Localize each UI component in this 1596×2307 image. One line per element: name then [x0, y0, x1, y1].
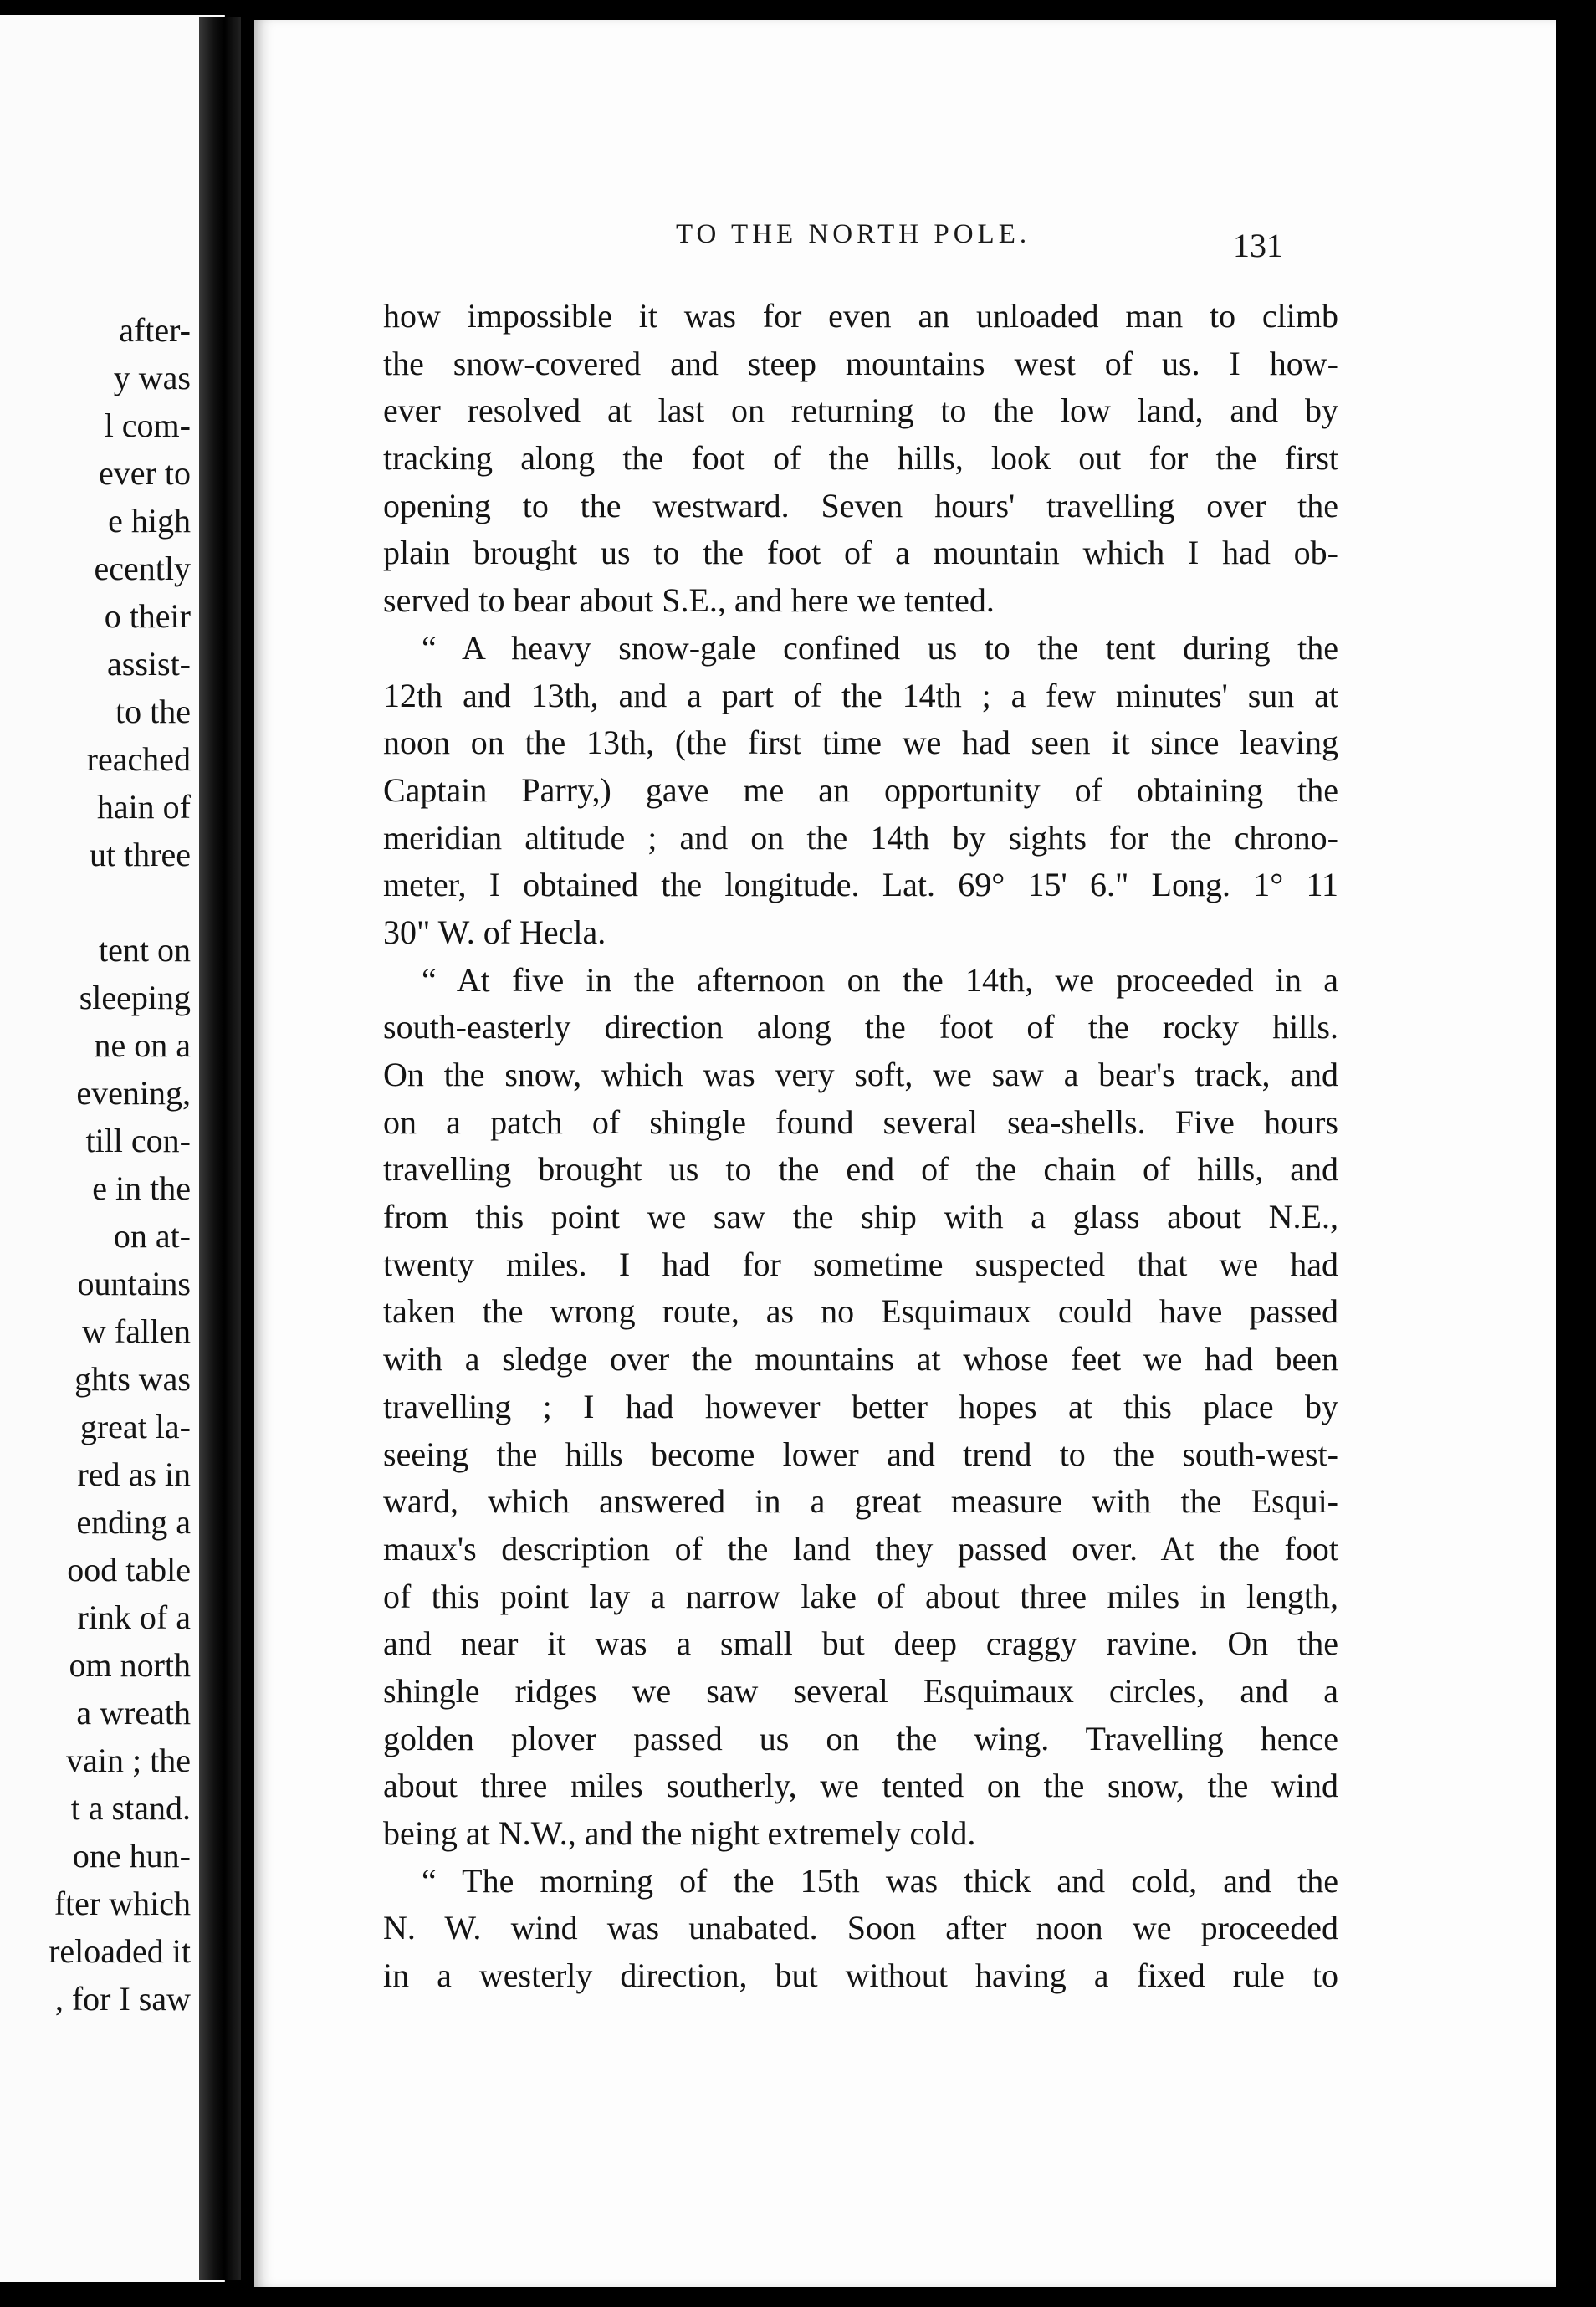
left-line: ut three [89, 836, 191, 873]
left-line: ecently [94, 550, 191, 587]
left-line: tent on [99, 931, 191, 969]
text-line: tracking along the foot of the hills, look out for the first [383, 439, 1338, 478]
text-line: ward, which answered in a great measure with the Esqui- [383, 1482, 1338, 1521]
left-line: e in the [92, 1169, 191, 1207]
left-line [49, 878, 191, 926]
left-line: vain ; the [66, 1742, 191, 1779]
left-line: sleeping [79, 979, 191, 1016]
left-line: ountains [77, 1265, 191, 1302]
text-line: in a westerly direction, but without having a fixed rule to [383, 1957, 1338, 1995]
left-line: rink of a [77, 1599, 191, 1636]
left-line: ending a [76, 1503, 191, 1541]
text-line: noon on the 13th, (the first time we had seen it since leaving [383, 724, 1338, 762]
text-line: opening to the westward. Seven hours' travelling over the [383, 486, 1338, 524]
text-line: about three miles southerly, we tented on the snow, the wind [383, 1767, 1338, 1805]
text-line: travelling ; I had however better hopes at this place by [383, 1387, 1338, 1425]
left-line: ever to [99, 454, 191, 492]
left-line: ood table [67, 1551, 191, 1588]
left-line: a wreath [76, 1694, 191, 1732]
left-line: evening, [76, 1074, 191, 1112]
text-line: of this point lay a narrow lake of about three miles in length, [383, 1577, 1338, 1615]
text-line: meridian altitude ; and on the 14th by sights for the chrono- [383, 818, 1338, 857]
left-line: to the [115, 693, 191, 730]
text-line: Captain Parry,) gave me an opportunity of obtaining the [383, 770, 1338, 809]
text-line: the snow-covered and steep mountains west of us. I how- [383, 344, 1338, 382]
text-line: served to bear about S.E., and here we tented. [383, 581, 995, 620]
left-line: e high [108, 502, 191, 540]
left-line: reached [86, 740, 191, 778]
text-line: 12th and 13th, and a part of the 14th ; a few minutes' sun at [383, 676, 1338, 714]
left-line: great la- [79, 1408, 191, 1445]
text-line: how impossible it was for even an unloaded man to climb [383, 297, 1338, 335]
text-line: “ At five in the afternoon on the 14th, we proceeded in a [422, 960, 1338, 999]
running-head: TO THE NORTH POLE. [676, 219, 1031, 249]
text-line: “ The morning of the 15th was thick and cold, and the [422, 1861, 1338, 1900]
left-line: o their [104, 597, 191, 635]
body-text [383, 293, 1338, 2000]
text-line: seeing the hills become lower and trend to the south-west- [383, 1435, 1338, 1473]
text-line: on a patch of shingle found several sea-shells. Five hours [383, 1102, 1338, 1141]
left-line: till con- [85, 1122, 191, 1159]
left-line: om north [69, 1646, 191, 1684]
text-line: with a sledge over the mountains at whose feet we had been [383, 1340, 1338, 1379]
left-page-text-fragments [49, 306, 191, 2023]
left-line: ne on a [94, 1026, 191, 1064]
left-line: hain of [96, 788, 191, 826]
left-line: l com- [104, 407, 191, 444]
left-line: ghts was [74, 1360, 191, 1398]
page-number: 131 [1233, 227, 1283, 264]
left-line: red as in [77, 1455, 191, 1493]
text-line: south-easterly direction along the foot of the rocky hills. [383, 1008, 1338, 1046]
left-page [0, 15, 225, 2282]
left-line: assist- [107, 645, 191, 683]
left-line: y was [113, 359, 191, 396]
text-line: On the snow, which was very soft, we saw a bear's track, and [383, 1056, 1338, 1093]
text-line: being at N.W., and the night extremely cold. [383, 1814, 976, 1852]
text-line: plain brought us to the foot of a mountain which I had ob- [383, 534, 1338, 572]
left-line: fter which [54, 1885, 191, 1922]
text-line: ever resolved at last on returning to the low land, and by [383, 391, 1338, 430]
left-line: t a stand. [70, 1789, 191, 1827]
text-line: 30" W. of Hecla. [383, 913, 606, 951]
book-gutter [199, 17, 241, 2280]
left-line: w fallen [82, 1312, 191, 1350]
text-line: travelling brought us to the end of the chain of hills, and [383, 1150, 1338, 1189]
text-line: N. W. wind was unabated. Soon after noon we proceeded [383, 1909, 1338, 1947]
left-line: reloaded it [49, 1932, 191, 1970]
text-line: taken the wrong route, as no Esquimaux could have passed [383, 1292, 1338, 1331]
text-line: from this point we saw the ship with a glass about N.E., [383, 1198, 1338, 1236]
text-line: “ A heavy snow-gale confined us to the tent during the [422, 628, 1338, 667]
left-line: , for I saw [54, 1980, 191, 2018]
text-line: and near it was a small but deep craggy ravine. On the [383, 1624, 1338, 1663]
text-line: shingle ridges we saw several Esquimaux circles, and a [383, 1671, 1338, 1710]
text-line: meter, I obtained the longitude. Lat. 69° 15' 6." Long. 1° 11 [383, 866, 1338, 904]
text-line: twenty miles. I had for sometime suspected that we had [383, 1245, 1338, 1283]
left-line: after- [119, 311, 191, 349]
left-line: on at- [113, 1217, 191, 1255]
text-line: golden plover passed us on the wing. Travelling hence [383, 1719, 1338, 1757]
text-line: maux's description of the land they passed over. At the foot [383, 1529, 1338, 1568]
left-line: one hun- [72, 1837, 191, 1875]
